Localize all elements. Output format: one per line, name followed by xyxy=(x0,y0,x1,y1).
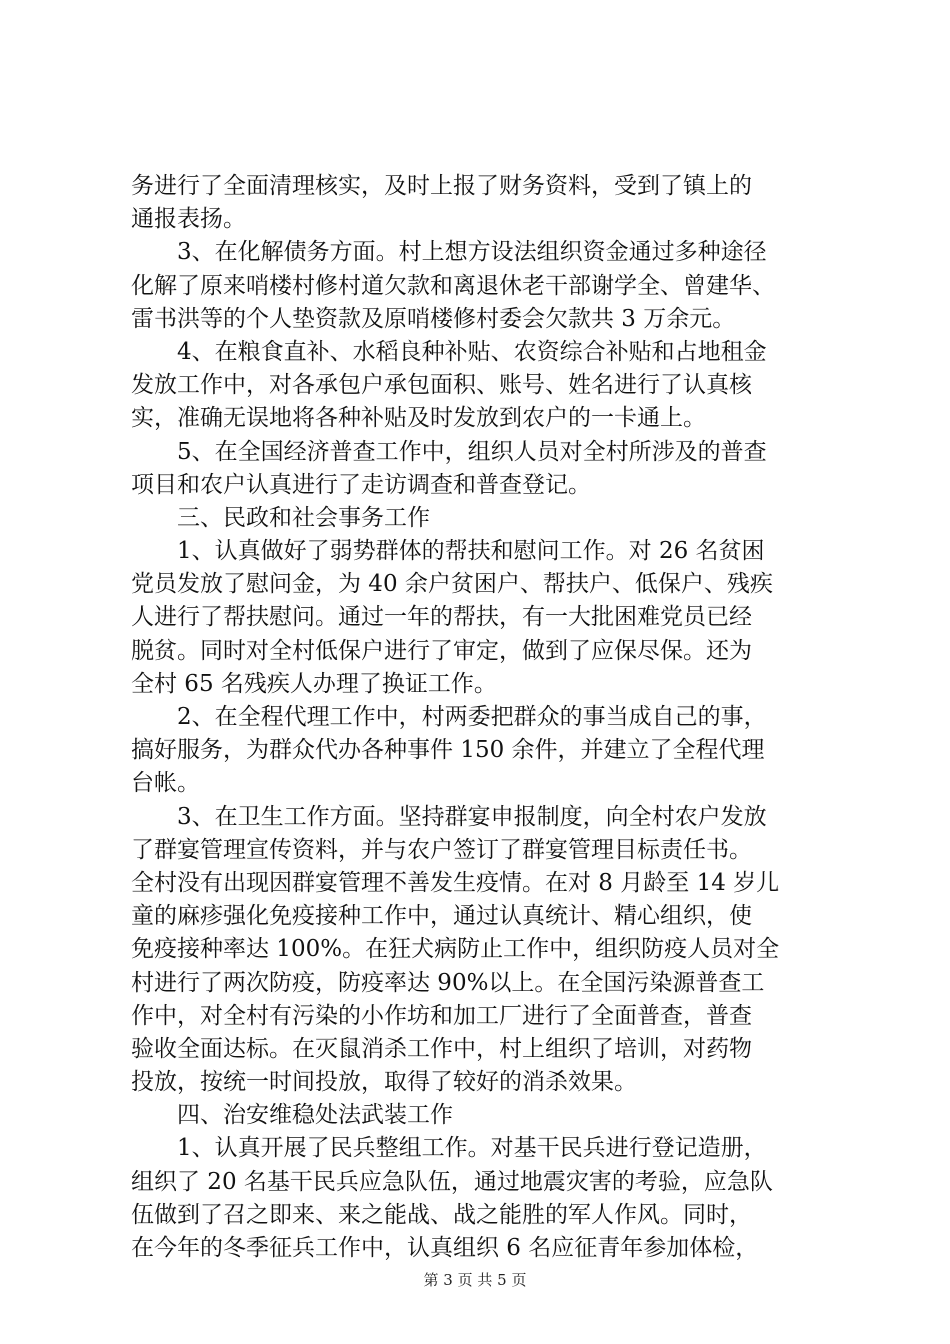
text-line: 脱贫。同时对全村低保户进行了审定，做到了应保尽保。还为 xyxy=(131,637,752,664)
text-line: 组织了 20 名基干民兵应急队伍，通过地震灾害的考验，应急队 xyxy=(131,1168,773,1195)
text-line: 验收全面达标。在灭鼠消杀工作中，村上组织了培训，对药物 xyxy=(131,1035,752,1062)
text-line: 伍做到了召之即来、来之能战、战之能胜的军人作风。同时， xyxy=(131,1201,752,1228)
text-line: 化解了原来哨楼村修村道欠款和离退休老干部谢学全、曾建华、 xyxy=(131,272,775,299)
text-line: 务进行了全面清理核实，及时上报了财务资料，受到了镇上的 xyxy=(131,173,752,199)
text-line: 台帐。 xyxy=(131,770,200,797)
text-line: 在今年的冬季征兵工作中，认真组织 6 名应征青年参加体检， xyxy=(131,1235,759,1261)
text-line: 项目和农户认真进行了走访调查和普查登记。 xyxy=(131,471,591,498)
text-line: 童的麻疹强化免疫接种工作中，通过认真统计、精心组织，使 xyxy=(131,903,752,930)
text-line: 1、认真开展了民兵整组工作。对基干民兵进行登记造册， xyxy=(131,1135,767,1162)
section-heading: 三、民政和社会事务工作 xyxy=(131,504,430,531)
text-line: 党员发放了慰问金，为 40 余户贫困户、帮扶户、低保户、残疾 xyxy=(131,571,773,598)
text-line: 3、在化解债务方面。村上想方设法组织资金通过多种途径 xyxy=(131,239,767,266)
text-line: 5、在全国经济普查工作中，组织人员对全村所涉及的普查 xyxy=(131,438,767,465)
text-line: 投放，按统一时间投放，取得了较好的消杀效果。 xyxy=(131,1069,637,1096)
text-line: 人进行了帮扶慰问。通过一年的帮扶，有一大批困难党员已经 xyxy=(131,604,752,631)
text-line: 实，准确无误地将各种补贴及时发放到农户的一卡通上。 xyxy=(131,405,706,432)
document-body xyxy=(131,170,831,1265)
text-line: 1、认真做好了弱势群体的帮扶和慰问工作。对 26 名贫困 xyxy=(131,538,765,565)
page-number-footer: 第 3 页 共 5 页 xyxy=(423,1271,527,1289)
text-line: 作中，对全村有污染的小作坊和加工厂进行了全面普查，普查 xyxy=(131,1002,752,1029)
section-heading: 四、治安维稳处法武装工作 xyxy=(131,1102,453,1129)
text-line: 雷书洪等的个人垫资款及原哨楼修村委会欠款共 3 万余元。 xyxy=(131,305,736,332)
text-line: 免疫接种率达 100%。在狂犬病防止工作中，组织防疫人员对全 xyxy=(131,936,780,963)
text-line: 4、在粮食直补、水稻良种补贴、农资综合补贴和占地租金 xyxy=(131,338,767,365)
text-line: 搞好服务，为群众代办各种事件 150 余件，并建立了全程代理 xyxy=(131,737,765,764)
text-line: 全村 65 名残疾人办理了换证工作。 xyxy=(131,670,497,697)
text-line: 发放工作中，对各承包户承包面积、账号、姓名进行了认真核 xyxy=(131,372,752,399)
text-line: 全村没有出现因群宴管理不善发生疫情。在对 8 月龄至 14 岁儿 xyxy=(131,869,780,896)
text-line: 通报表扬。 xyxy=(131,206,246,233)
text-line: 2、在全程代理工作中，村两委把群众的事当成自己的事， xyxy=(131,704,767,730)
text-line: 3、在卫生工作方面。坚持群宴申报制度，向全村农户发放 xyxy=(131,803,767,830)
text-line: 村进行了两次防疫，防疫率达 90%以上。在全国污染源普查工 xyxy=(131,969,765,996)
text-line: 了群宴管理宣传资料，并与农户签订了群宴管理目标责任书。 xyxy=(131,836,752,863)
